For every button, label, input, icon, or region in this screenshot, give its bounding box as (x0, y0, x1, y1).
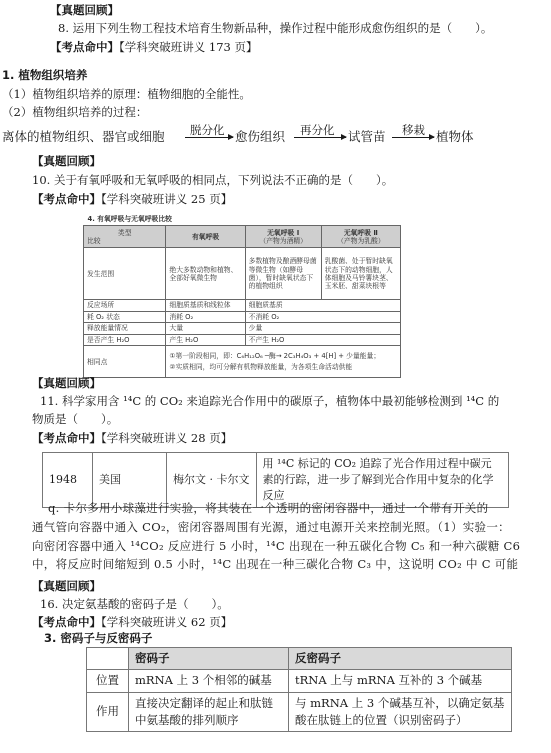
q10-ref-text: 【学科突破班讲义 25 页】 (101, 192, 233, 206)
row-energy-aerobic: 大量 (166, 323, 245, 334)
q11-ref-text: 【学科突破班讲义 28 页】 (101, 431, 233, 445)
history-scientist: 梅尔文 · 卡尔文 (167, 453, 257, 508)
table-header-corner (84, 226, 166, 248)
codon-row-function-anticodon: 与 mRNA 上 3 个碱基互补，以确定氨基酸在肽链上的位置（识别密码子） (289, 692, 512, 732)
history-description: 用 ¹⁴C 标记的 CO₂ 追踪了光合作用过程中碳元素的行踪，进一步了解到光合作用中复杂的化学反应 (256, 453, 509, 508)
header-anaerobic-2 (321, 226, 400, 248)
codon-row-position-label: 位置 (87, 670, 129, 692)
q16-ref-label: 【考点命中】 (32, 615, 101, 629)
header-anaerobic-1-sub: （产物为酒精） (259, 236, 307, 245)
q16-heading: 【真题回顾】 (32, 579, 101, 593)
row-water-aerobic: 产生 H₂O (166, 334, 245, 345)
row-o2-aerobic: 消耗 O₂ (166, 311, 245, 322)
row-site-label: 反应场所 (84, 300, 166, 311)
q11-question-line-2: 物质是（ ）。 (32, 412, 119, 426)
flow-step-transplant: 移栽 (402, 123, 425, 137)
flow-node-plantlet: 试管苗 (348, 129, 386, 144)
respiration-comparison-table (83, 215, 401, 378)
row-same-label: 相同点 (84, 346, 166, 378)
q8-question: 8. 运用下列生物工程技术培育生物新品种，操作过程中能形成愈伤组织的是（ ）。 (58, 21, 493, 35)
q10-question: 10. 关于有氧呼吸和无氧呼吸的相同点，下列说法不正确的是（ ）。 (32, 173, 394, 187)
q10-reference (32, 191, 232, 207)
flow-step-redifferentiation: 再分化 (300, 123, 335, 137)
q8-reference (50, 39, 258, 55)
row-o2-label: 耗 O₂ 状态 (84, 311, 166, 322)
q8-heading: 【真题回顾】 (50, 3, 119, 17)
row-scope-anaerobic-1: 多数植物及酿酒酵母菌等微生物（如酵母菌），暂时缺氧状态下的植物组织 (245, 248, 321, 300)
row-o2-anaerobic: 不消耗 O₂ (245, 311, 400, 322)
header-compare: 比较 (87, 236, 101, 245)
note-line-2: 通气管向容器中通入 CO₂，密闭容器周围有光源，通过电源开关来控制光照。（1）实验一： (32, 520, 510, 534)
row-scope-anaerobic-2: 乳酸菌、处于暂时缺氧状态下的动物细胞，人体细胞及马铃薯块茎、玉米胚、甜菜块根等 (321, 248, 400, 300)
flow-arrow-3 (392, 137, 434, 138)
note-line-4: 中，将反应时间缩短到 0.5 小时，¹⁴C 出现在一种三碳化合物 C₃ 中，这说明 CO₂ 中 C 可能 (32, 557, 519, 571)
codon-row-function-label: 作用 (87, 692, 129, 732)
q16-reference (32, 614, 232, 630)
row-same-point-1: ①第一阶段相同，即：C₆H₁₂O₆ ─酶→ 2C₃H₄O₃ + 4[H] + 少量能量； (169, 351, 381, 360)
row-scope-aerobic: 绝大多数动物和植物、全部好氧微生物 (166, 248, 245, 300)
flow-start: 离体的植物组织、器官或细胞 (2, 129, 165, 144)
row-same-point-2: ②实质相同，均可分解有机物释放能量，为各项生命活动供能 (169, 363, 353, 372)
q11-question-line-1: 11. 科学家用含 ¹⁴C 的 CO₂ 来追踪光合作用中的碳原子，植物体中最初能够检测到 ¹⁴C 的 (40, 394, 500, 408)
history-country: 美国 (93, 453, 167, 508)
q11-ref-label: 【考点命中】 (32, 431, 101, 445)
flow-arrow-2 (294, 137, 346, 138)
codon-row-function (87, 692, 512, 732)
q11-heading: 【真题回顾】 (32, 376, 101, 390)
q8-ref-text: 【学科突破班讲义 173 页】 (119, 40, 258, 54)
row-scope-label: 发生范围 (84, 248, 166, 300)
flow-node-callus: 愈伤组织 (235, 129, 286, 144)
header-anaerobic-1 (245, 226, 321, 248)
codon-header-blank (87, 648, 129, 670)
row-water-label: 是否产生 H₂O (84, 334, 166, 345)
row-site-aerobic: 细胞质基质和线粒体 (166, 300, 245, 311)
codon-header-codon: 密码子 (129, 648, 289, 670)
header-anaerobic-2-title: 无氧呼吸 Ⅱ (343, 228, 378, 237)
q10-heading: 【真题回顾】 (32, 154, 101, 168)
note-line-3: 向密闭容器中通入 ¹⁴CO₂ 反应进行 5 小时，¹⁴C 出现在一种五碳化合物 C₅ 和一种六碳糖 C6 (32, 539, 521, 553)
respiration-table-caption: 4. 有氧呼吸与无氧呼吸比较 (87, 215, 172, 223)
row-energy-anaerobic: 少量 (245, 323, 400, 334)
flow-step-dedifferentiation: 脱分化 (190, 123, 225, 137)
codon-row-position-anticodon: tRNA 上与 mRNA 互补的 3 个碱基 (289, 670, 512, 692)
tissue-item-2: （2）植物组织培养的过程： (2, 105, 148, 119)
codon-table (86, 647, 512, 732)
q8-ref-label: 【考点命中】 (50, 40, 119, 54)
header-anaerobic-2-sub: （产物为乳酸） (337, 236, 385, 245)
row-same-content (166, 346, 401, 378)
codon-row-position-codon: mRNA 上 3 个相邻的碱基 (129, 670, 289, 692)
row-site-anaerobic: 细胞质基质 (245, 300, 400, 311)
history-year: 1948 (43, 453, 93, 508)
q10-ref-label: 【考点命中】 (32, 192, 101, 206)
codon-title: 3. 密码子与反密码子 (44, 631, 153, 645)
codon-header-anticodon: 反密码子 (289, 648, 512, 670)
q11-reference (32, 430, 232, 446)
row-water-anaerobic: 不产生 H₂O (245, 334, 400, 345)
q16-question: 16. 决定氨基酸的密码子是（ ）。 (40, 597, 229, 611)
q16-ref-text: 【学科突破班讲义 62 页】 (101, 615, 233, 629)
header-type: 类型 (117, 228, 132, 237)
codon-row-position (87, 670, 512, 692)
flow-node-plant: 植物体 (436, 129, 474, 144)
header-anaerobic-1-title: 无氧呼吸 Ⅰ (267, 228, 300, 237)
note-line-1: q. 卡尔多用小球藻进行实验，将其装在一个透明的密闭容器中，通过一个带有开关的 (48, 501, 489, 515)
header-aerobic: 有氧呼吸 (166, 226, 245, 248)
tissue-item-1: （1）植物组织培养的原理：植物细胞的全能性。 (2, 87, 251, 101)
tissue-title: 1. 植物组织培养 (2, 68, 88, 82)
row-energy-label: 释放能量情况 (84, 323, 166, 334)
codon-row-function-codon: 直接决定翻译的起止和肽链中氨基酸的排列顺序 (129, 692, 289, 732)
flow-arrow-1 (185, 137, 233, 138)
